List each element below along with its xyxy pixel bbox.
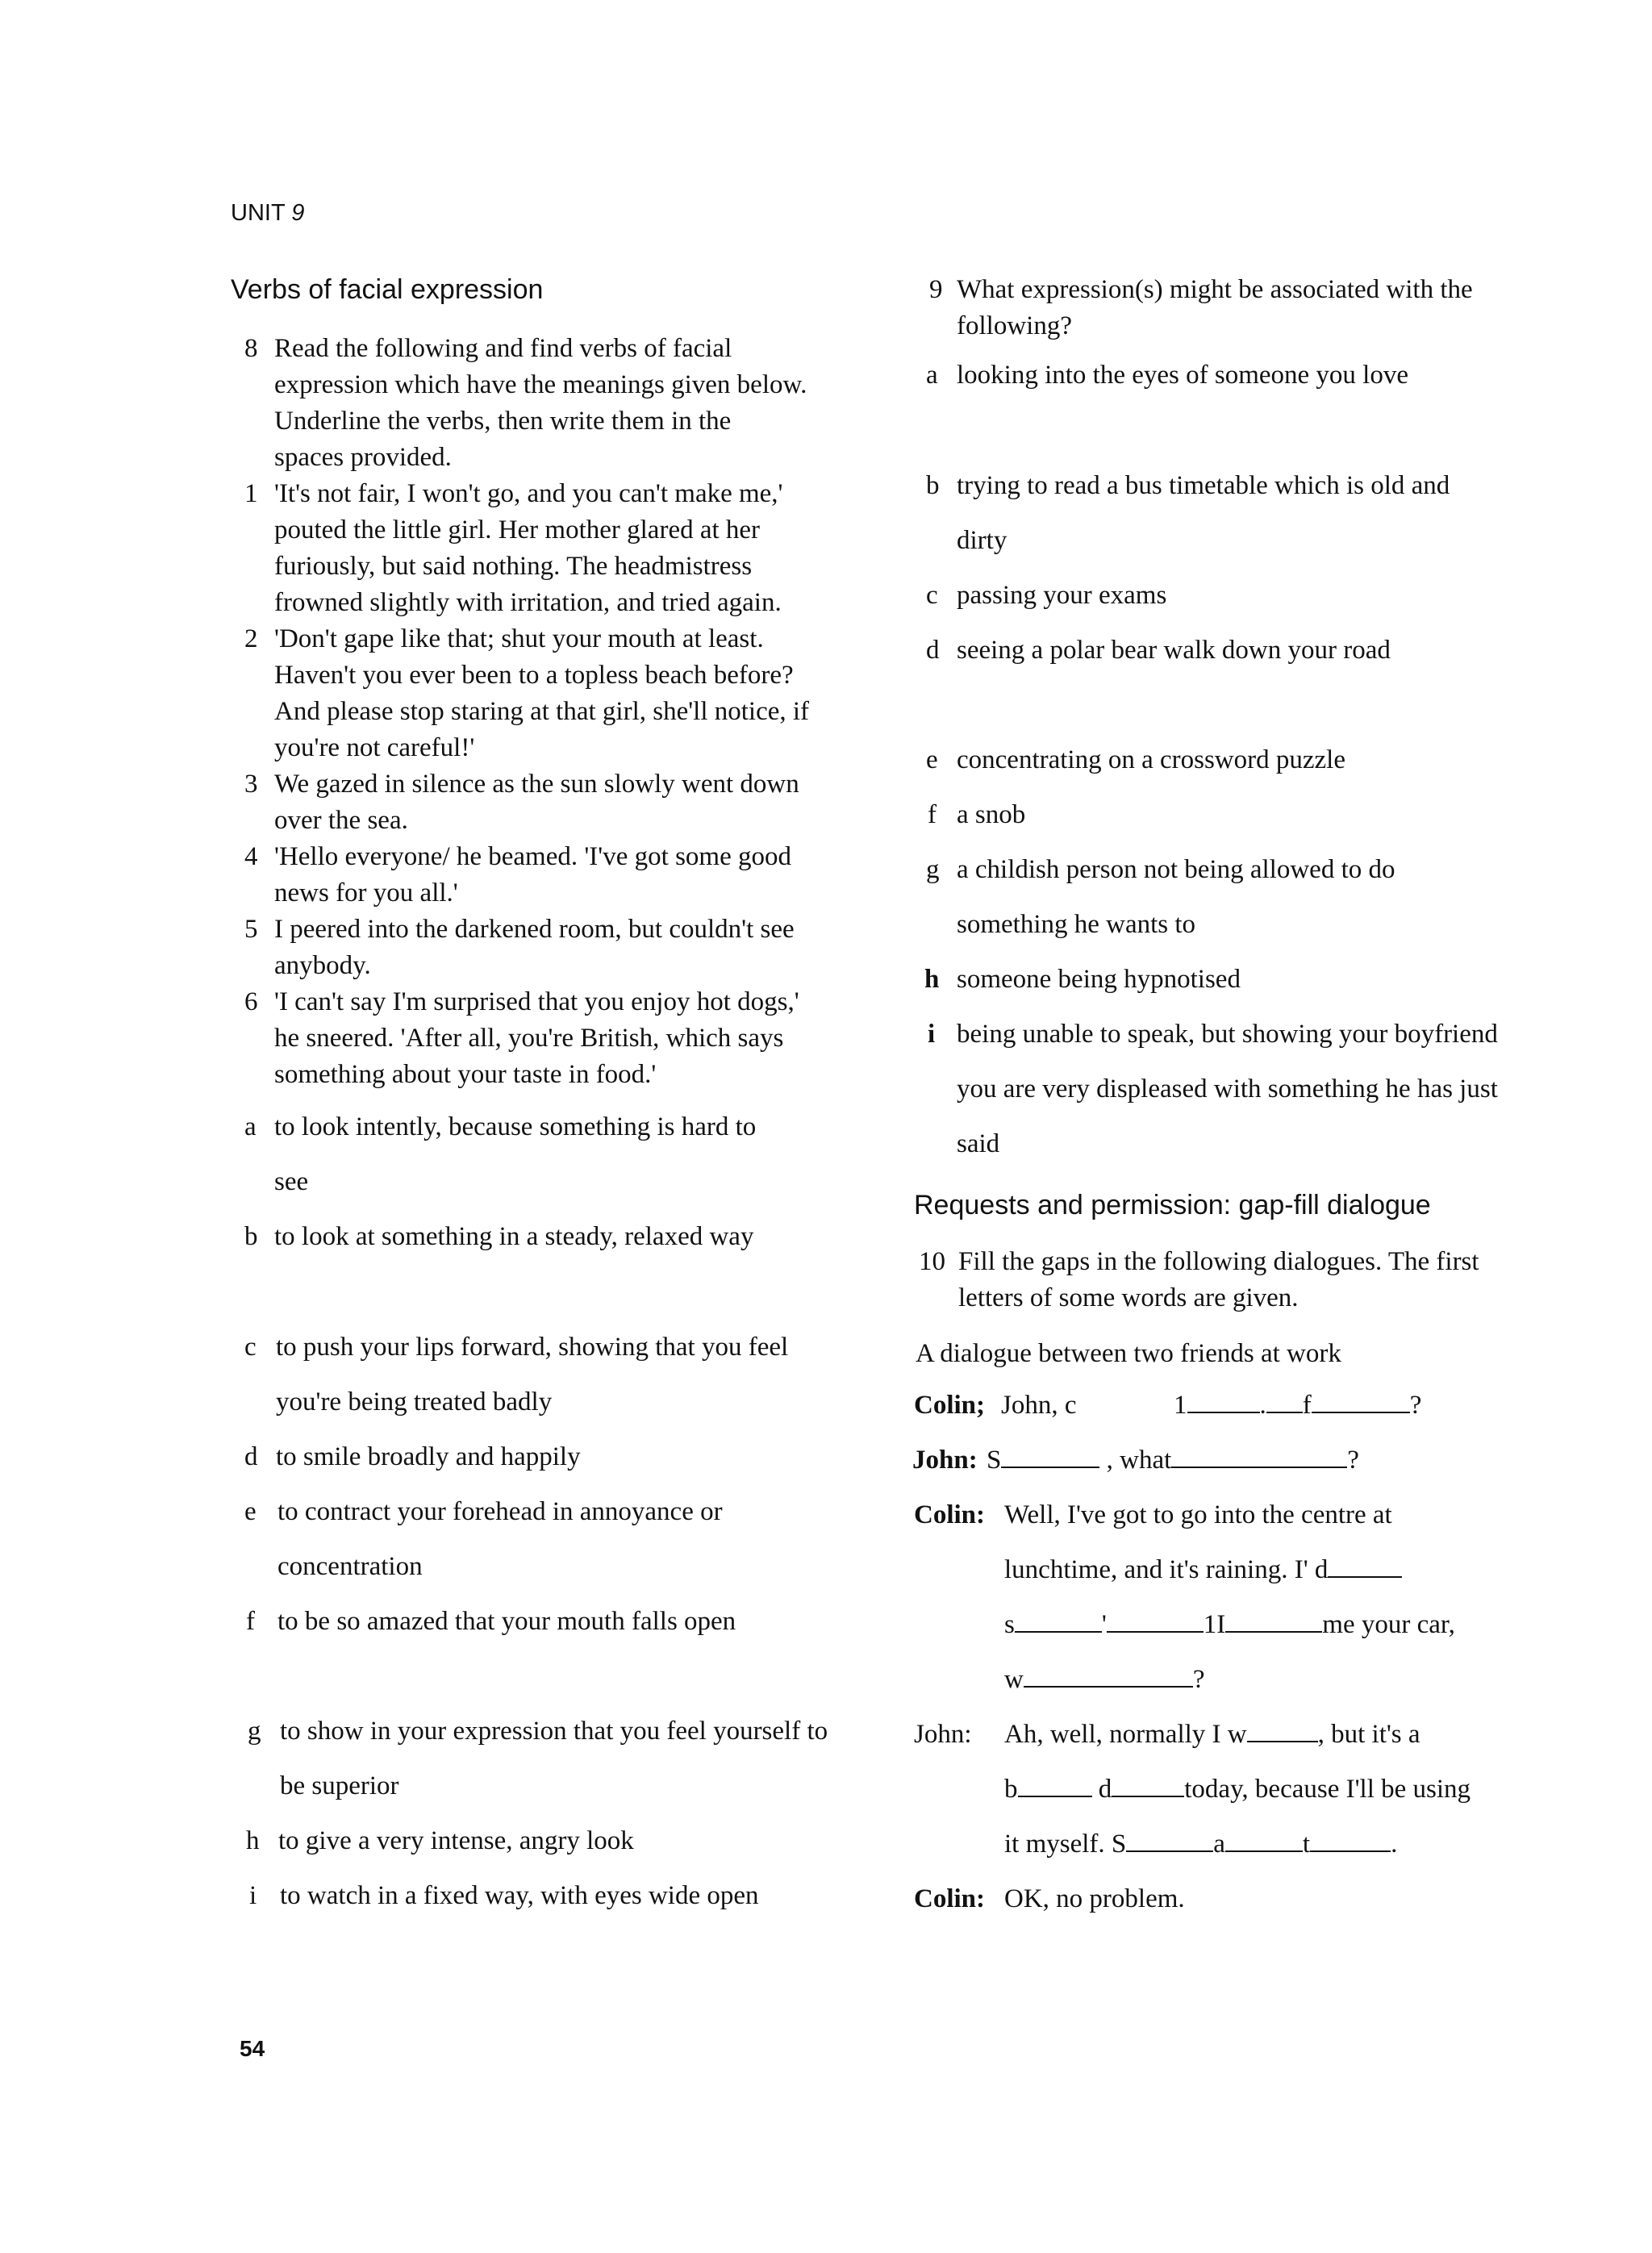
definition-line: see xyxy=(274,1167,309,1196)
definition-letter: c xyxy=(244,1333,257,1362)
definition-letter: d xyxy=(244,1442,258,1471)
gap-blank[interactable] xyxy=(1225,1610,1322,1633)
passage-line: I peered into the darkened room, but couldn't see xyxy=(274,915,795,944)
definition-line: you're being treated badly xyxy=(276,1387,553,1416)
definition-line: to show in your expression that you feel yourself to xyxy=(280,1717,828,1746)
gap-blank[interactable] xyxy=(1015,1610,1102,1633)
definition-line: to give a very intense, angry look xyxy=(278,1826,634,1855)
passage-line: something about your taste in food.' xyxy=(274,1060,657,1089)
dialogue-text: 1 . f ? xyxy=(1174,1391,1422,1420)
passage-line: Haven't you ever been to a topless beach before? xyxy=(274,661,794,690)
item-line: a childish person not being allowed to do xyxy=(957,855,1395,884)
item-letter: d xyxy=(926,636,940,665)
gap-blank[interactable] xyxy=(1107,1610,1204,1633)
unit-header xyxy=(231,200,304,227)
dialogue-text: Ah, well, normally I w , but it's a xyxy=(1004,1720,1420,1749)
gap-blank[interactable] xyxy=(1187,1391,1260,1413)
definition-line: to smile broadly and happily xyxy=(276,1442,581,1471)
question-line: What expression(s) might be associated with the xyxy=(957,275,1473,304)
page-number: 54 xyxy=(240,2036,265,2061)
dialogue-title: A dialogue between two friends at work xyxy=(916,1339,1341,1368)
definition-letter: f xyxy=(246,1607,255,1636)
item-line: concentrating on a crossword puzzle xyxy=(957,745,1345,774)
item-line: being unable to speak, but showing your boyfriend xyxy=(957,1020,1498,1049)
passage-line: furiously, but said nothing. The headmistress xyxy=(274,552,753,581)
definition-line: to watch in a fixed way, with eyes wide open xyxy=(280,1881,759,1910)
passage-line: 'I can't say I'm surprised that you enjoy hot dogs,' xyxy=(274,987,799,1016)
dialogue-text: s ' 1I me your car, xyxy=(1004,1610,1455,1639)
passage-line: And please stop staring at that girl, she'll notice, if xyxy=(274,697,810,726)
gap-blank[interactable] xyxy=(1001,1446,1099,1468)
dialogue-text: b d today, because I'll be using xyxy=(1004,1775,1471,1804)
definition-line: to look intently, because something is hard to xyxy=(274,1112,757,1141)
gap-blank[interactable] xyxy=(1225,1830,1303,1852)
definition-line: to contract your forehead in annoyance or xyxy=(277,1497,723,1526)
item-letter: i xyxy=(928,1020,936,1049)
definition-letter: i xyxy=(249,1881,257,1910)
passage-line: anybody. xyxy=(274,951,371,980)
gap-blank[interactable] xyxy=(1171,1446,1347,1468)
definition-line: to push your lips forward, showing that you feel xyxy=(276,1333,789,1362)
gap-blank[interactable] xyxy=(1310,1830,1391,1852)
section-heading-facial-verbs: Verbs of facial expression xyxy=(231,274,544,305)
unit-label: UNIT xyxy=(231,200,286,226)
section-heading-requests: Requests and permission: gap-fill dialogue xyxy=(914,1190,1431,1220)
instruction-line: expression which have the meanings given below. xyxy=(274,370,807,399)
item-letter: a xyxy=(926,361,938,390)
passage-line: 'It's not fair, I won't go, and you can't make me,' xyxy=(274,479,783,508)
definition-letter: e xyxy=(244,1497,257,1526)
item-line: something he wants to xyxy=(957,910,1196,939)
unit-number: 9 xyxy=(291,200,305,226)
item-line: looking into the eyes of someone you love xyxy=(957,361,1408,390)
gap-blank[interactable] xyxy=(1024,1665,1193,1688)
speaker-colin: Colin; xyxy=(914,1391,986,1420)
instruction-line: spaces provided. xyxy=(274,443,452,472)
question-line: following? xyxy=(957,311,1072,340)
speaker-colin: Colin: xyxy=(914,1500,986,1529)
dialogue-text: S , what ? xyxy=(987,1446,1359,1475)
item-line: seeing a polar bear walk down your road xyxy=(957,636,1391,665)
item-number: 1 xyxy=(244,479,258,508)
definition-letter: a xyxy=(244,1112,257,1141)
item-number: 5 xyxy=(244,915,258,944)
passage-line: 'Don't gape like that; shut your mouth at least. xyxy=(274,624,764,653)
item-number: 6 xyxy=(244,987,258,1016)
item-letter: c xyxy=(926,581,938,610)
definition-line: be superior xyxy=(280,1771,399,1800)
gap-blank[interactable] xyxy=(1328,1555,1402,1578)
dialogue-text: w ? xyxy=(1004,1665,1205,1694)
gap-blank[interactable] xyxy=(1112,1775,1184,1797)
instruction-line: Underline the verbs, then write them in the xyxy=(274,407,732,436)
definition-line: to be so amazed that your mouth falls open xyxy=(277,1607,736,1636)
gap-blank[interactable] xyxy=(1266,1391,1303,1413)
exercise-number: 10 xyxy=(919,1247,945,1276)
dialogue-text: lunchtime, and it's raining. I' d xyxy=(1004,1552,1402,1588)
definition-letter: h xyxy=(246,1826,260,1855)
definition-line: to look at something in a steady, relaxed way xyxy=(274,1222,754,1251)
passage-line: over the sea. xyxy=(274,806,408,835)
dialogue-text: it myself. S a t . xyxy=(1004,1830,1398,1859)
item-letter: f xyxy=(928,800,937,829)
instruction-line: Fill the gaps in the following dialogues. The first xyxy=(958,1247,1479,1276)
passage-line: 'Hello everyone/ he beamed. 'I've got some good xyxy=(274,842,791,871)
item-letter: b xyxy=(926,471,940,500)
passage-line: pouted the little girl. Her mother glared at her xyxy=(274,515,761,544)
item-letter: h xyxy=(924,965,940,994)
item-line: trying to read a bus timetable which is old and xyxy=(957,471,1450,500)
item-line: passing your exams xyxy=(957,581,1167,610)
speaker-john: John: xyxy=(914,1720,972,1749)
instruction-line: letters of some words are given. xyxy=(958,1283,1299,1312)
item-line: someone being hypnotised xyxy=(957,965,1241,994)
item-number: 3 xyxy=(244,770,258,799)
speaker-colin: Colin: xyxy=(914,1884,986,1913)
speaker-john: John: xyxy=(912,1446,978,1475)
gap-blank[interactable] xyxy=(1247,1720,1318,1742)
item-line: you are very displeased with something he has just xyxy=(957,1074,1498,1104)
item-letter: e xyxy=(926,745,938,774)
item-letter: g xyxy=(926,855,940,884)
item-line: a snob xyxy=(957,800,1026,829)
exercise-number: 9 xyxy=(929,275,943,304)
passage-line: frowned slightly with irritation, and tried again. xyxy=(274,588,782,617)
gap-blank[interactable] xyxy=(1312,1391,1410,1413)
definition-line: concentration xyxy=(277,1552,423,1581)
exercise-number: 8 xyxy=(244,334,258,363)
item-number: 2 xyxy=(244,624,258,653)
dialogue-text: Well, I've got to go into the centre at xyxy=(1004,1500,1392,1529)
passage-line: We gazed in silence as the sun slowly went down xyxy=(274,770,799,799)
item-line: said xyxy=(957,1129,1000,1158)
passage-line: he sneered. 'After all, you're British, which says xyxy=(274,1024,784,1053)
item-line: dirty xyxy=(957,526,1007,555)
dialogue-text: John, c xyxy=(1001,1391,1077,1420)
definition-letter: g xyxy=(248,1717,261,1746)
instruction-line: Read the following and find verbs of facial xyxy=(274,334,732,363)
item-number: 4 xyxy=(244,842,258,871)
passage-line: news for you all.' xyxy=(274,878,458,907)
definition-letter: b xyxy=(244,1222,258,1251)
gap-blank[interactable] xyxy=(1018,1775,1092,1797)
passage-line: you're not careful!' xyxy=(274,733,475,762)
gap-blank[interactable] xyxy=(1126,1830,1213,1852)
dialogue-text: OK, no problem. xyxy=(1004,1884,1185,1913)
